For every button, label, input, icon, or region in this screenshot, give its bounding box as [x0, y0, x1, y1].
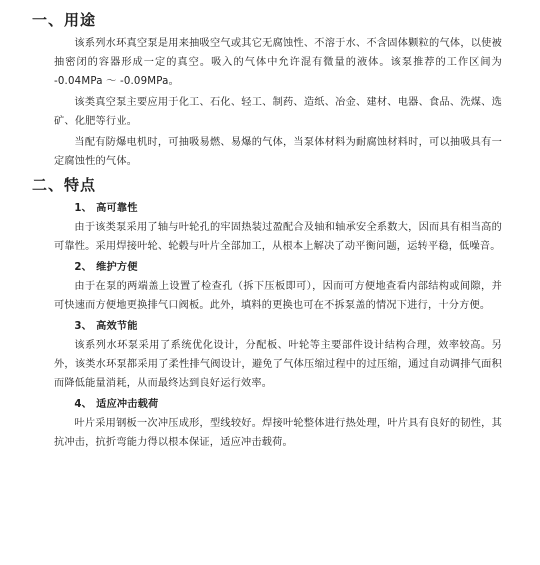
feature-text-maintenance: 由于在泵的两端盖上设置了检查孔（拆下压板即可），因而可方便地查看内部结构或间隙，并可快速而方便地更换排气口阀板。此外，填料的更换也可在不拆泵盖的情况下进行，十分方便。 [54, 281, 502, 311]
feature-number: 4、 [74, 399, 93, 410]
feature-number: 1、 [74, 203, 93, 214]
feature-number: 2、 [74, 262, 93, 273]
usage-paragraph-1: 该系列水环真空泵是用来抽吸空气或其它无腐蚀性、不溶于水、不含固体颗粒的气体，以使被抽密闭的容器形成一定的真空。吸入的气体中允许混有微量的液体。该泵推荐的工作区间为 -0.04MPa ～ -0.09MPa。 [54, 38, 502, 87]
feature-heading-impact-load [54, 395, 502, 414]
feature-heading-maintenance [54, 258, 502, 277]
usage-paragraph-3: 当配有防爆电机时，可抽吸易燃、易爆的气体，当泵体材料为耐腐蚀材料时，可以抽吸具有一定腐蚀性的气体。 [54, 137, 502, 167]
feature-number: 3、 [74, 321, 93, 332]
feature-text-impact-load: 叶片采用钢板一次冲压成形，型线较好。焊接叶轮整体进行热处理，叶片具有良好的韧性，其抗冲击，抗折弯能力得以根本保证，适应冲击载荷。 [54, 418, 502, 448]
feature-heading-reliability [54, 199, 502, 218]
section-title-usage: 一、用途 [32, 11, 97, 29]
section-title-features: 二、特点 [32, 176, 97, 194]
feature-text-reliability: 由于该类泵采用了轴与叶轮孔的牢固热装过盈配合及轴和轴承安全系数大，因而具有相当高的可靠性。采用焊接叶轮、轮毂与叶片全部加工，从根本上解决了动平衡问题，运转平稳，低噪音。 [54, 222, 502, 252]
feature-text-efficiency: 该系列水环泵采用了系统优化设计，分配板、叶轮等主要部件设计结构合理，效率较高。另外，该类水环泵都采用了柔性排气阀设计，避免了气体压缩过程中的过压缩，通过自动调排气面积而降低能量消耗，从而最终达到良好运行效率。 [54, 340, 502, 389]
usage-paragraph-2: 该类真空泵主要应用于化工、石化、轻工、制药、造纸、冶金、建材、电器、食品、洗煤、选矿、化肥等行业。 [54, 97, 502, 127]
feature-heading-text: 高可靠性 [96, 203, 138, 214]
feature-heading-efficiency [54, 317, 502, 336]
feature-heading-text: 适应冲击载荷 [96, 399, 159, 410]
feature-heading-text: 维护方便 [96, 262, 138, 273]
feature-heading-text: 高效节能 [96, 321, 138, 332]
